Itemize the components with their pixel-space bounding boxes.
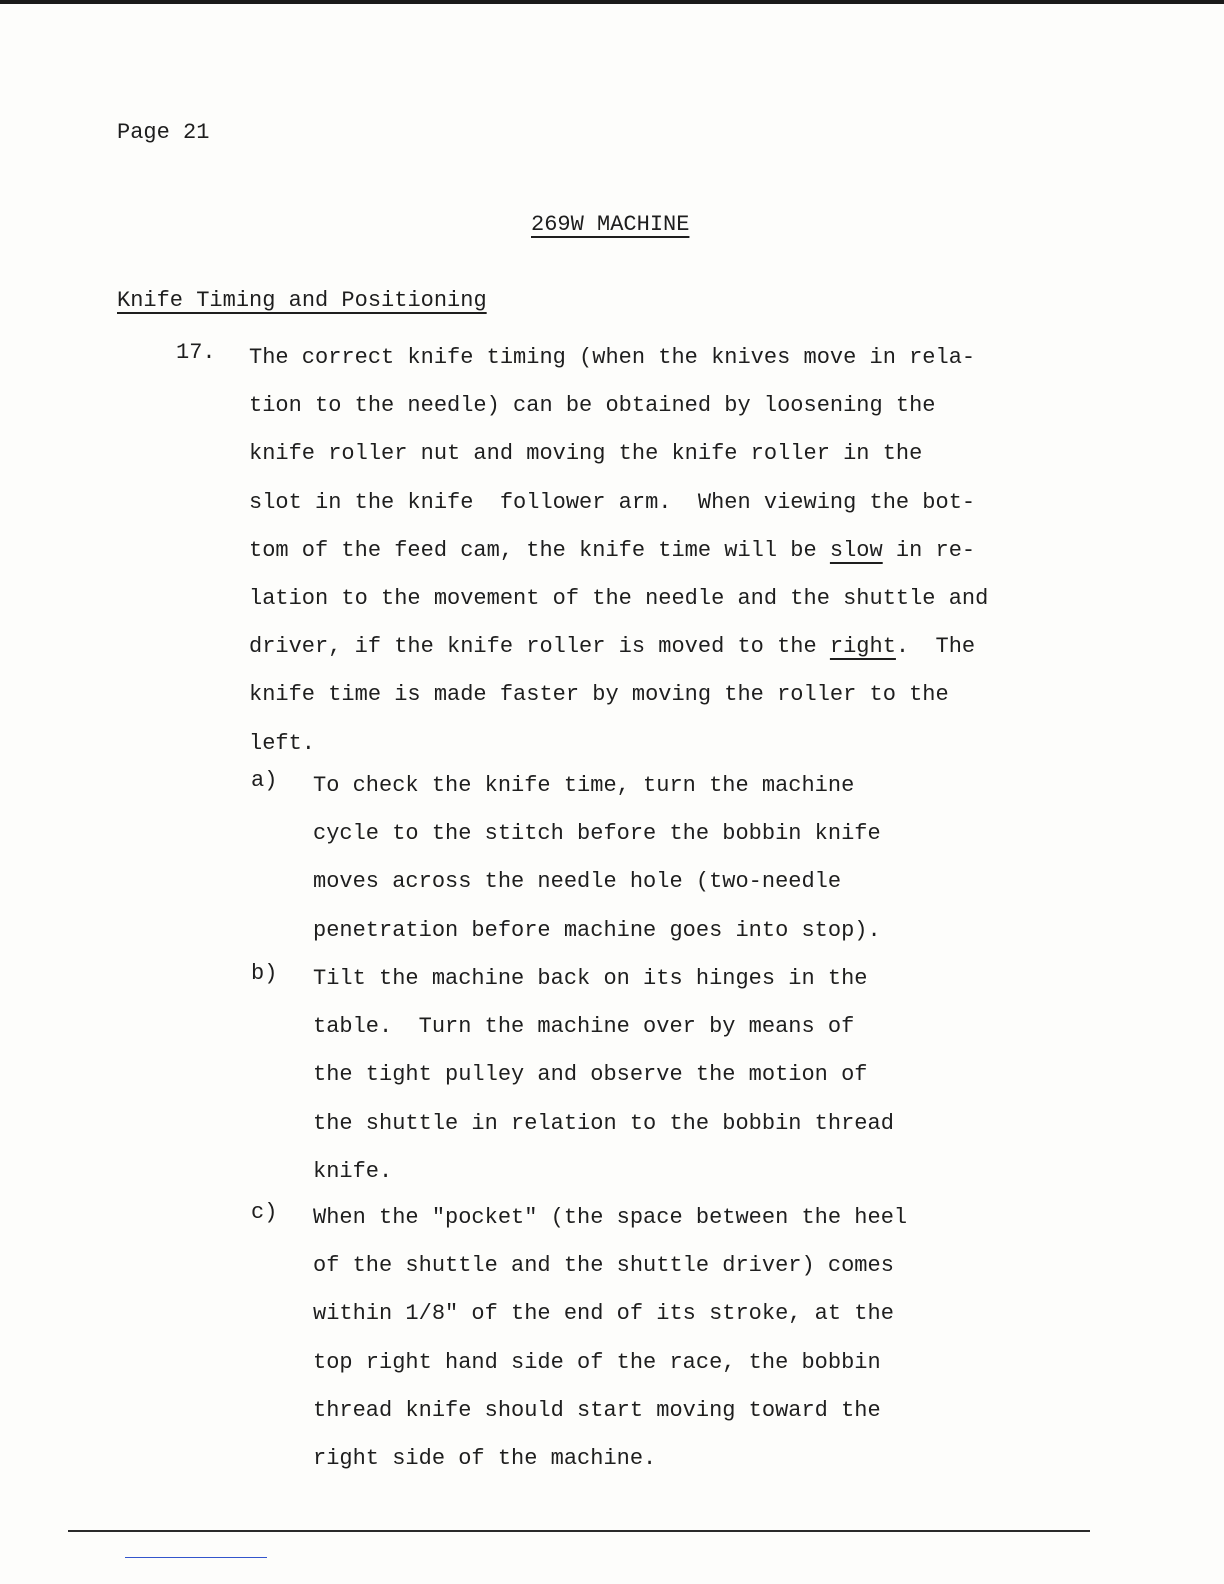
section-heading: Knife Timing and Positioning <box>117 288 487 313</box>
step-line: within 1/8" of the end of its stroke, at the <box>313 1301 894 1327</box>
step-a-letter: a) <box>251 768 278 793</box>
step-line: thread knife should start moving toward the <box>313 1397 881 1423</box>
step-line: cycle to the stitch before the bobbin knife <box>313 821 881 847</box>
step-line: the tight pulley and observe the motion of <box>313 1062 868 1088</box>
step-line: top right hand side of the race, the bobbin <box>313 1349 881 1375</box>
item-number: 17. <box>176 340 216 365</box>
step-c-text <box>313 1194 907 1483</box>
paragraph-line: The correct knife timing (when the knives move in rela- <box>249 345 976 370</box>
blue-mark <box>125 1557 267 1558</box>
step-line: of the shuttle and the shuttle driver) comes <box>313 1253 894 1279</box>
step-line: Tilt the machine back on its hinges in the <box>313 966 868 991</box>
paragraph-line: slot in the knife follower arm. When viewing the bot- <box>249 489 976 515</box>
step-line: right side of the machine. <box>313 1446 657 1472</box>
paragraph-line: left. <box>249 730 316 756</box>
step-line: knife. <box>313 1158 393 1184</box>
document-title: 269W MACHINE <box>531 212 690 237</box>
paragraph-line <box>249 623 988 671</box>
bottom-rule <box>68 1530 1090 1532</box>
top-edge-line <box>0 0 1224 4</box>
step-line: the shuttle in relation to the bobbin thread <box>313 1110 894 1136</box>
paragraph-line: tion to the needle) can be obtained by loosening the <box>249 393 936 419</box>
paragraph-line: knife time is made faster by moving the roller to the <box>249 682 949 708</box>
paragraph-line: lation to the movement of the needle and the shuttle and <box>249 586 989 612</box>
step-line: When the "pocket" (the space between the heel <box>313 1205 908 1230</box>
underlined-word: right <box>829 634 896 660</box>
step-line: To check the knife time, turn the machine <box>313 773 855 798</box>
paragraph-line <box>249 527 988 575</box>
step-b-letter: b) <box>251 961 278 986</box>
underlined-word: slow <box>829 537 883 563</box>
step-c-letter: c) <box>251 1200 278 1225</box>
text-segment: in re- <box>882 537 976 563</box>
page-number: Page 21 <box>117 120 210 145</box>
paragraph-line: knife roller nut and moving the knife roller in the <box>249 441 923 467</box>
text-segment: . The <box>895 634 976 660</box>
step-line: table. Turn the machine over by means of <box>313 1014 855 1040</box>
step-a-text <box>313 762 881 955</box>
step-line: moves across the needle hole (two-needle <box>313 869 842 895</box>
text-segment: tom of the feed cam, the knife time will be <box>249 537 830 563</box>
text-segment: driver, if the knife roller is moved to the <box>249 634 830 660</box>
step-b-text <box>313 955 894 1196</box>
paragraph-17 <box>249 334 988 768</box>
step-line: penetration before machine goes into stop). <box>313 917 881 943</box>
